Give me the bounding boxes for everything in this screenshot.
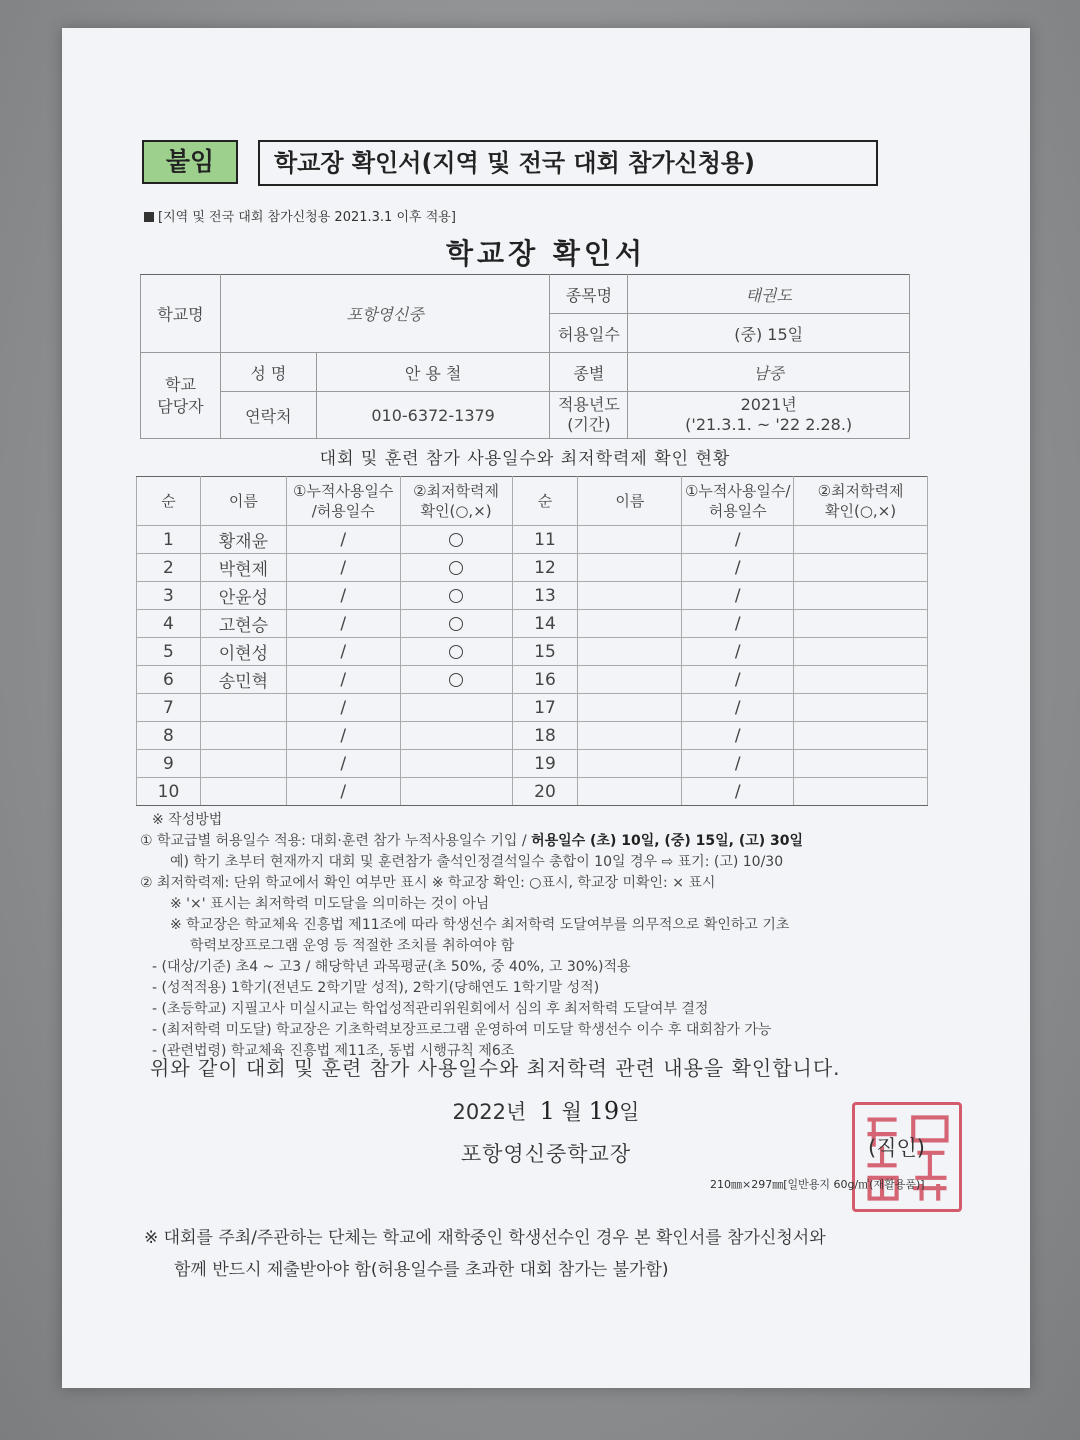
cell-name	[200, 778, 286, 806]
instructions-heading: ※ 작성방법	[152, 812, 223, 828]
info-table	[140, 274, 910, 439]
cell-name: 안윤성	[200, 582, 286, 610]
cell-academic-2	[794, 778, 928, 806]
date-month-unit: 월	[561, 1100, 582, 1124]
submission-note-line-1: ※ 대회를 주최/주관하는 단체는 학교에 재학중인 학생선수인 경우 본 확인서를 참가신청서와	[144, 1228, 826, 1248]
table-row	[137, 582, 928, 610]
date-day-unit: 일	[619, 1100, 640, 1124]
table-row	[137, 722, 928, 750]
participation-table	[136, 476, 928, 806]
cell-days-2: /	[682, 610, 794, 638]
date-month: 1	[539, 1097, 555, 1125]
cell-academic	[400, 750, 512, 778]
detail-3: - (초등학교) 지필고사 미실시교는 학업성적관리위원회에서 심의 후 최저학력 도달여부 결정	[152, 1001, 709, 1017]
cell-name-2	[578, 778, 682, 806]
table-row	[137, 666, 928, 694]
cell-no: 4	[137, 610, 201, 638]
cell-academic	[400, 526, 512, 554]
cell-days: /	[286, 694, 400, 722]
cell-name-2	[578, 582, 682, 610]
cell-academic	[400, 554, 512, 582]
contact-label: 연락처	[220, 392, 316, 439]
cell-no-2: 16	[512, 666, 578, 694]
cell-no-2: 13	[512, 582, 578, 610]
cell-days-2: /	[682, 722, 794, 750]
cell-academic-2	[794, 582, 928, 610]
cell-academic-2	[794, 694, 928, 722]
paper-spec: 210㎜×297㎜[일반용지 60g/㎡(재활용품)]	[710, 1178, 925, 1191]
square-bullet-icon	[144, 212, 154, 222]
cell-no-2: 12	[512, 554, 578, 582]
col-academic: ②최저학력제 확인(○,×)	[400, 477, 512, 526]
cell-name-2	[578, 666, 682, 694]
participation-table-body	[137, 526, 928, 806]
cell-no-2: 19	[512, 750, 578, 778]
col-academic-2: ②최저학력제 확인(○,×)	[794, 477, 928, 526]
cell-name-2	[578, 750, 682, 778]
cell-academic-2	[794, 638, 928, 666]
cell-academic	[400, 722, 512, 750]
year-value: 2021년 ('21.3.1. ~ '22 2.28.)	[628, 392, 910, 439]
year-label: 적용년도 (기간)	[550, 392, 628, 439]
cell-name-2	[578, 610, 682, 638]
cell-no-2: 15	[512, 638, 578, 666]
cell-name-2	[578, 526, 682, 554]
circle-check-icon	[449, 673, 463, 687]
cell-days: /	[286, 750, 400, 778]
instruction-1-text: ① 학교급별 허용일수 적용: 대회·훈련 참가 누적사용일수 기입 /	[140, 833, 532, 849]
cell-days-2: /	[682, 750, 794, 778]
cell-name	[200, 694, 286, 722]
circle-check-icon	[449, 561, 463, 575]
cell-days-2: /	[682, 778, 794, 806]
cell-name-2	[578, 554, 682, 582]
instruction-1-example: 예) 학기 초부터 현재까지 대회 및 훈련참가 출석인정결석일수 총합이 10일 경우 ⇨ 표기: (고) 10/30	[170, 854, 784, 870]
cell-academic-2	[794, 610, 928, 638]
detail-1: - (대상/기준) 초4 ~ 고3 / 해당학년 과목평균(초 50%, 중 40%, 고 30%)적용	[152, 959, 631, 975]
table-row	[137, 694, 928, 722]
cell-days: /	[286, 554, 400, 582]
submission-note-line-2: 함께 반드시 제출받아야 함(허용일수를 초과한 대회 참가는 불가함)	[174, 1260, 669, 1280]
applicability-text: [지역 및 전국 대회 참가신청용 2021.3.1 이후 적용]	[158, 210, 456, 225]
cell-name: 송민혁	[200, 666, 286, 694]
cell-name: 황재윤	[200, 526, 286, 554]
allowed-days-label: 허용일수	[550, 314, 628, 353]
cell-no: 9	[137, 750, 201, 778]
detail-4: - (최저학력 미도달) 학교장은 기초학력보장프로그램 운영하여 미도달 학생선수 이수 후 대회참가 가능	[152, 1022, 772, 1038]
cell-name	[200, 722, 286, 750]
cell-days-2: /	[682, 694, 794, 722]
cell-no-2: 18	[512, 722, 578, 750]
cell-name: 이현성	[200, 638, 286, 666]
gender-value: 남중	[628, 353, 910, 392]
cell-academic	[400, 582, 512, 610]
circle-check-icon	[449, 533, 463, 547]
col-days-2: ①누적사용일수/ 허용일수	[682, 477, 794, 526]
table-row	[137, 638, 928, 666]
instruction-2: ② 최저학력제: 단위 학교에서 확인 여부만 표시 ※ 학교장 확인: ○표시, 학교장 미확인: × 표시	[140, 875, 716, 891]
cell-days-2: /	[682, 638, 794, 666]
detail-5: - (관련법령) 학교체육 진흥법 제11조, 동법 시행규칙 제6조	[152, 1043, 515, 1059]
cell-academic-2	[794, 750, 928, 778]
cell-days: /	[286, 610, 400, 638]
instruction-1-bold: 허용일수 (초) 10일, (중) 15일, (고) 30일	[531, 833, 804, 849]
col-days: ①누적사용일수 /허용일수	[286, 477, 400, 526]
cell-no: 1	[137, 526, 201, 554]
seal-label: (직인)	[868, 1136, 925, 1160]
cell-days: /	[286, 778, 400, 806]
cell-no: 7	[137, 694, 201, 722]
col-name-2: 이름	[578, 477, 682, 526]
cell-days: /	[286, 526, 400, 554]
cell-days: /	[286, 722, 400, 750]
contact-value: 010-6372-1379	[316, 392, 550, 439]
name-value: 안 용 철	[316, 353, 550, 392]
school-value: 포항영신중	[220, 275, 550, 353]
cell-academic	[400, 666, 512, 694]
cell-name-2	[578, 694, 682, 722]
circle-check-icon	[449, 617, 463, 631]
cell-name	[200, 750, 286, 778]
gender-label: 종별	[550, 353, 628, 392]
applicability-note	[144, 206, 456, 225]
cell-name-2	[578, 638, 682, 666]
cell-days: /	[286, 638, 400, 666]
cell-academic-2	[794, 526, 928, 554]
cell-no-2: 14	[512, 610, 578, 638]
table-row	[137, 778, 928, 806]
cell-academic	[400, 638, 512, 666]
allowed-days-value: (중) 15일	[628, 314, 910, 353]
document-header	[142, 140, 962, 188]
manager-label: 학교 담당자	[141, 353, 221, 439]
cell-no: 8	[137, 722, 201, 750]
cell-academic	[400, 610, 512, 638]
cell-no-2: 20	[512, 778, 578, 806]
cell-days: /	[286, 582, 400, 610]
cell-academic-2	[794, 722, 928, 750]
table-title: 대회 및 훈련 참가 사용일수와 최저학력제 확인 현황	[319, 449, 731, 469]
circle-check-icon	[449, 589, 463, 603]
cell-no-2: 17	[512, 694, 578, 722]
instruction-3: ※ '×' 표시는 최저학력 미도달을 의미하는 것이 아님	[170, 896, 490, 912]
document-title-box: 학교장 확인서(지역 및 전국 대회 참가신청용)	[258, 140, 878, 186]
cell-academic	[400, 778, 512, 806]
instruction-4-cont: 학력보장프로그램 운영 등 적절한 조치를 취하여야 함	[190, 938, 515, 954]
cell-no: 6	[137, 666, 201, 694]
event-label: 종목명	[550, 275, 628, 314]
table-row	[137, 610, 928, 638]
cell-academic-2	[794, 666, 928, 694]
cell-no: 5	[137, 638, 201, 666]
cell-name-2	[578, 722, 682, 750]
cell-academic-2	[794, 554, 928, 582]
cell-days: /	[286, 666, 400, 694]
cell-name: 박현제	[200, 554, 286, 582]
date-year: 2022년	[452, 1100, 527, 1124]
cell-days-2: /	[682, 526, 794, 554]
cell-days-2: /	[682, 582, 794, 610]
main-title: 학교장 확인서	[445, 237, 647, 270]
instruction-1	[140, 831, 940, 852]
principal-school-name: 포항영신중학교장	[460, 1142, 632, 1166]
cell-name: 고현승	[200, 610, 286, 638]
col-name: 이름	[200, 477, 286, 526]
instruction-4: ※ 학교장은 학교체육 진흥법 제11조에 따라 학생선수 최저학력 도달여부를 의무적으로 확인하고 기초	[170, 917, 790, 933]
cell-no: 2	[137, 554, 201, 582]
table-row	[137, 554, 928, 582]
instructions	[140, 810, 940, 1062]
circle-check-icon	[449, 645, 463, 659]
cell-academic	[400, 694, 512, 722]
col-no-2: 순	[512, 477, 578, 526]
table-row	[137, 750, 928, 778]
cell-no-2: 11	[512, 526, 578, 554]
cell-days-2: /	[682, 666, 794, 694]
date-day: 19	[588, 1097, 620, 1125]
submission-note	[144, 1222, 826, 1286]
cell-no: 10	[137, 778, 201, 806]
table-row	[137, 526, 928, 554]
name-label: 성 명	[220, 353, 316, 392]
attachment-tag: 붙임	[142, 140, 238, 184]
document-sheet	[62, 28, 1030, 1388]
cell-no: 3	[137, 582, 201, 610]
confirmation-statement: 위와 같이 대회 및 훈련 참가 사용일수와 최저학력 관련 내용을 확인합니다.	[150, 1056, 841, 1080]
col-no: 순	[137, 477, 201, 526]
cell-days-2: /	[682, 554, 794, 582]
school-label: 학교명	[141, 275, 221, 353]
event-value: 태권도	[628, 275, 910, 314]
detail-2: - (성적적용) 1학기(전년도 2학기말 성적), 2학기(당해연도 1학기말 성적)	[152, 980, 600, 996]
